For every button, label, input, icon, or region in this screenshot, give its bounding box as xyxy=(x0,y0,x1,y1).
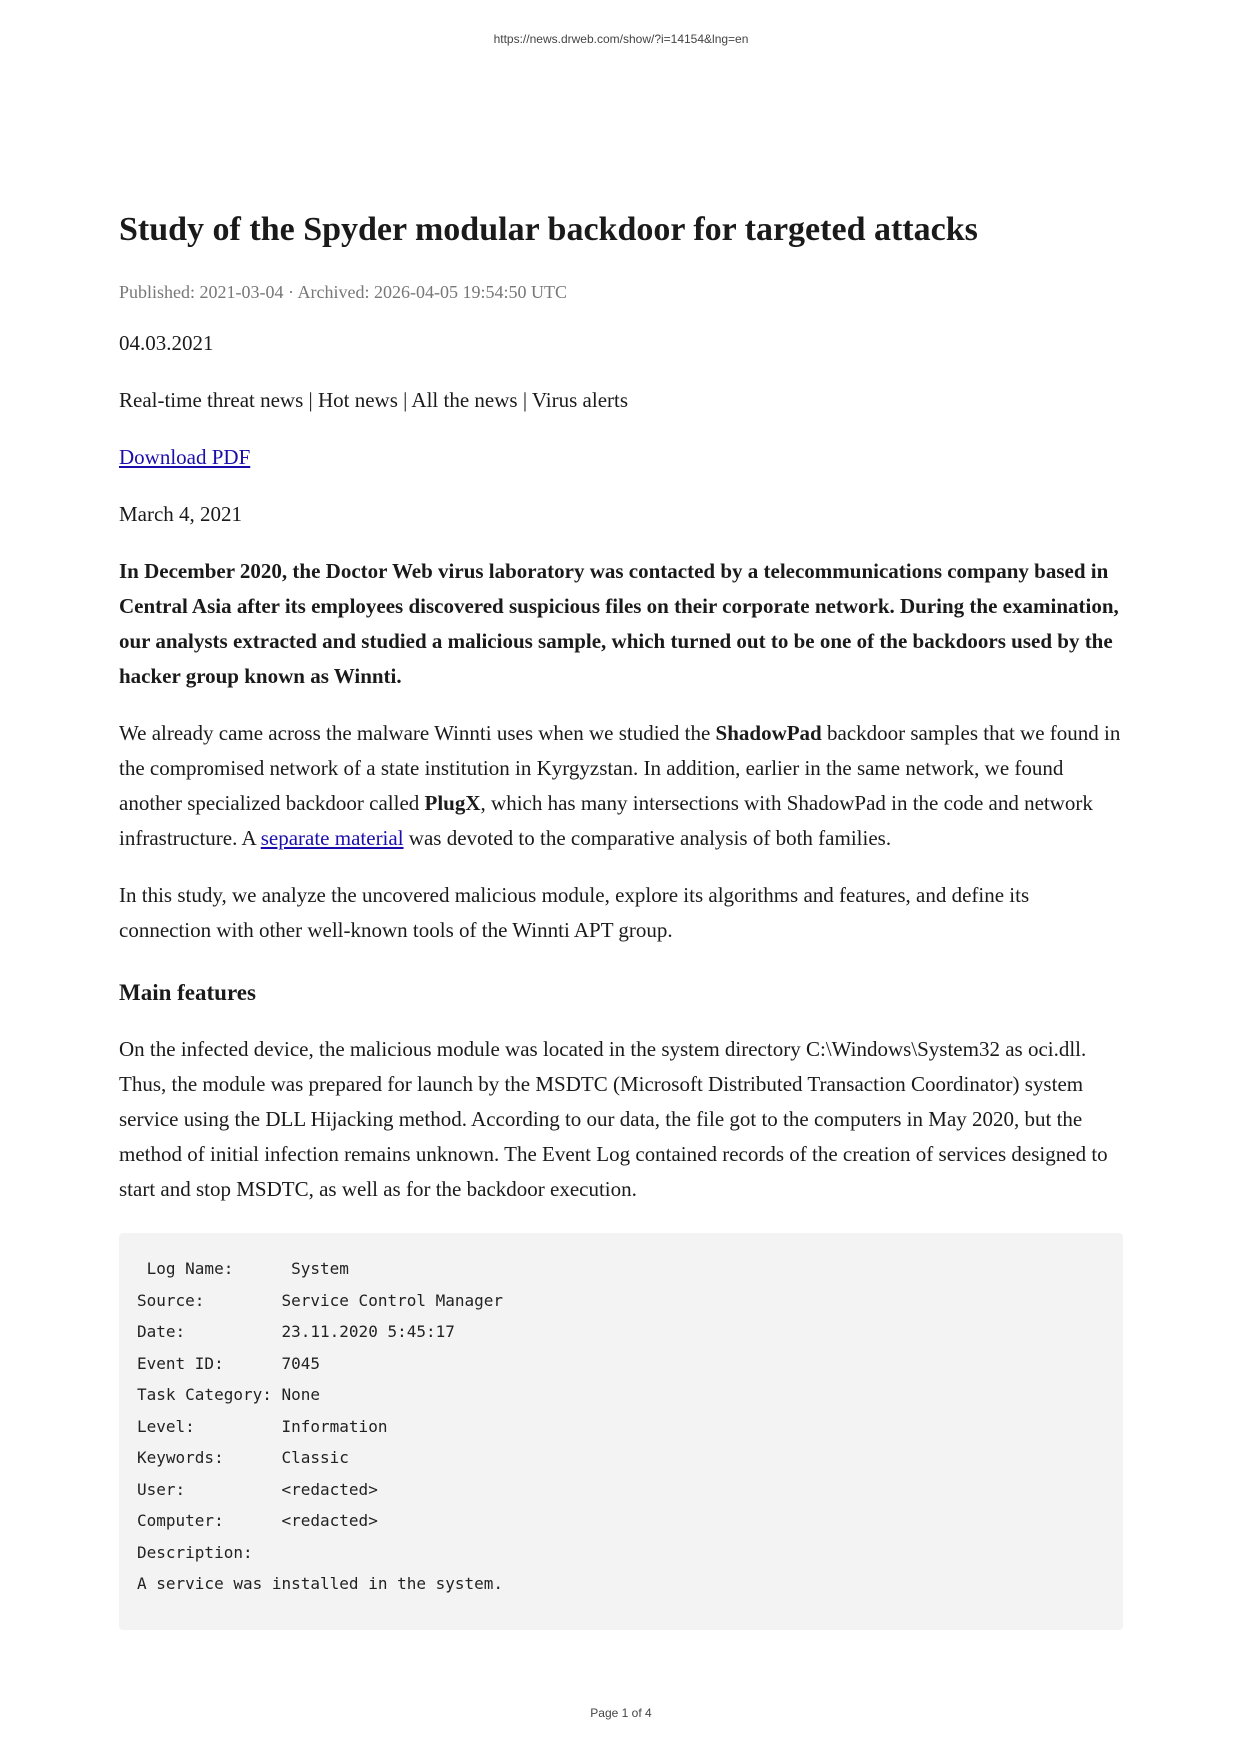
p1-text-1: We already came across the malware Winnti uses when we studied the xyxy=(119,721,716,746)
page-url: https://news.drweb.com/show/?i=14154&lng=en xyxy=(493,32,749,46)
code-line: A service was installed in the system. xyxy=(137,1574,504,1594)
p1-text-4: was devoted to the comparative analysis of both families. xyxy=(403,826,892,851)
code-line: Log Name: System xyxy=(137,1259,349,1279)
code-line: Keywords: Classic xyxy=(137,1448,349,1468)
date-long: March 4, 2021 xyxy=(119,502,243,527)
code-line: Source: Service Control Manager xyxy=(137,1290,504,1310)
code-line: User: <redacted> xyxy=(137,1479,378,1499)
lead-paragraph: In December 2020, the Doctor Web virus laboratory was contacted by a telecommunications company based in Central Asia after its employees discovered suspicious files on their corporate network. During the examination, our analysts extracted and studied a malicious sample, which turned out to be one of the backdoors used by the hacker group known as Winnti. xyxy=(119,559,1119,689)
download-row xyxy=(119,440,1123,475)
code-line: Event ID: 7045 xyxy=(137,1353,321,1373)
paragraph-study: In this study, we analyze the uncovered malicious module, explore its algorithms and features, and define its connection with other well-known tools of the Winnti APT group. xyxy=(119,883,1030,943)
page-number: Page 1 of 4 xyxy=(590,1706,652,1720)
article-title: Study of the Spyder modular backdoor for targeted attacks xyxy=(119,211,978,248)
event-log-code-block xyxy=(119,1233,1123,1630)
download-pdf-link[interactable]: Download PDF xyxy=(119,445,251,470)
plugx-term: PlugX xyxy=(424,791,481,816)
paragraph-shadowpad xyxy=(119,716,1123,856)
article xyxy=(119,210,1123,1630)
p1-text-3: , which has many intersections with ShadowPad in the code and network infrastructure. A xyxy=(119,791,1093,851)
paragraph-main-features: On the infected device, the malicious module was located in the system directory C:\Windows\System32 as oci.dll. Thus, the module was prepared for launch by the MSDTC (Microsoft Distributed Transaction Coordinator) system service using the DLL Hijacking method. According to our data, the file got to the computers in May 2020, but the method of initial infection remains unknown. The Event Log contained records of the creation of services designed to start and stop MSDTC, as well as for the backdoor execution. xyxy=(119,1037,1108,1202)
code-line: Computer: <redacted> xyxy=(137,1511,378,1531)
code-line: Date: 23.11.2020 5:45:17 xyxy=(137,1322,455,1342)
p1-text-2: backdoor samples that we found in the compromised network of a state institution in Kyrgyzstan. In addition, earlier in the same network, we found another specialized backdoor called xyxy=(119,721,1121,816)
section-heading-main-features: Main features xyxy=(119,980,256,1006)
news-nav: Real-time threat news | Hot news | All the news | Virus alerts xyxy=(119,388,629,413)
code-line: Level: Information xyxy=(137,1416,388,1436)
date-short: 04.03.2021 xyxy=(119,331,214,356)
shadowpad-term: ShadowPad xyxy=(715,721,822,746)
publish-meta: Published: 2021-03-04 · Archived: 2026-04-05 19:54:50 UTC xyxy=(119,281,567,302)
code-line: Task Category: None xyxy=(137,1385,321,1405)
code-line: Description: xyxy=(137,1542,253,1562)
separate-material-link[interactable]: separate material xyxy=(260,826,404,851)
